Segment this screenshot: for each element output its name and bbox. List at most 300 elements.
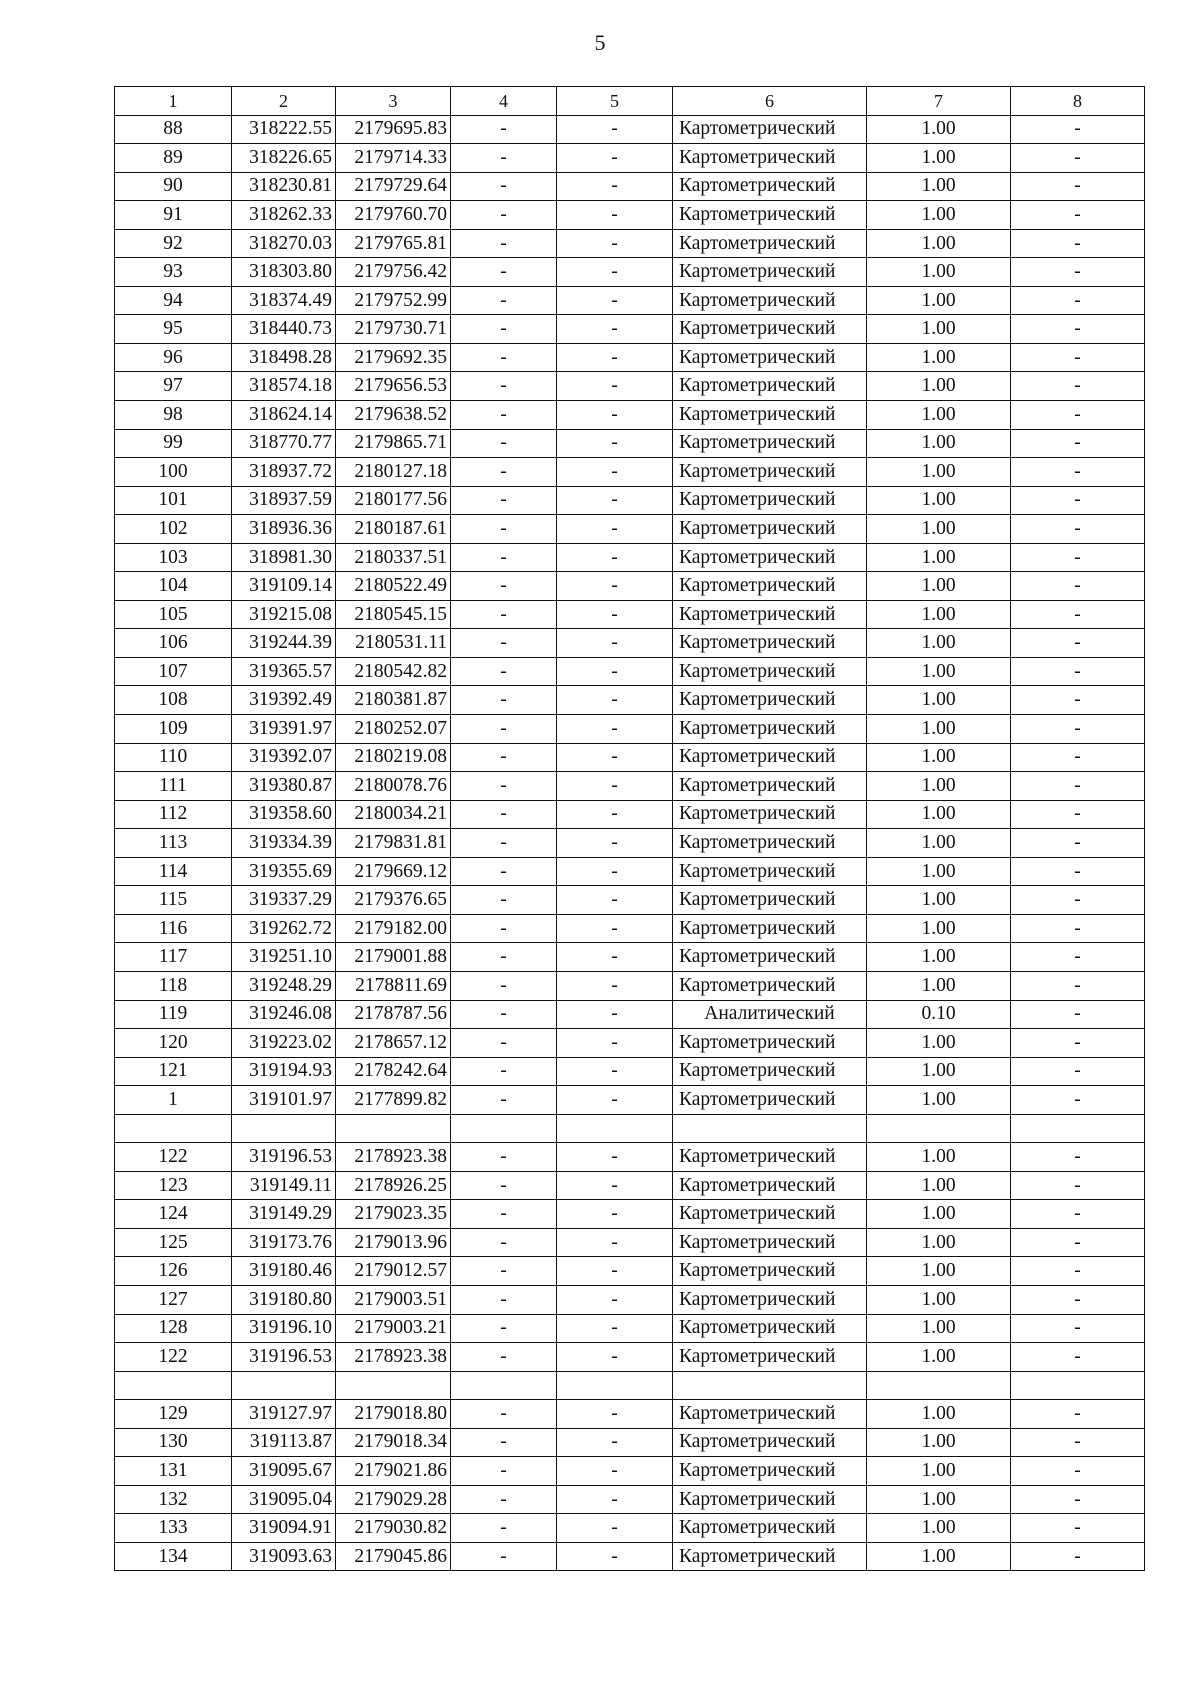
accuracy-cell: 1.00 — [867, 914, 1011, 943]
column-8-cell: - — [1011, 372, 1145, 401]
method-cell: Картометрический — [673, 1457, 867, 1486]
accuracy-cell: 1.00 — [867, 1171, 1011, 1200]
accuracy-cell: 1.00 — [867, 772, 1011, 801]
column-4-cell: - — [451, 1200, 557, 1229]
method-cell: Картометрический — [673, 943, 867, 972]
point-number-cell: 122 — [115, 1343, 232, 1372]
accuracy-cell: 1.00 — [867, 943, 1011, 972]
column-8-cell: - — [1011, 1485, 1145, 1514]
column-4-cell: - — [451, 372, 557, 401]
point-number-cell: 99 — [115, 429, 232, 458]
column-header: 7 — [867, 87, 1011, 116]
column-header: 6 — [673, 87, 867, 116]
accuracy-cell: 1.00 — [867, 572, 1011, 601]
x-coordinate-cell: 318270.03 — [232, 229, 336, 258]
accuracy-cell: 1.00 — [867, 115, 1011, 144]
column-4-cell: - — [451, 829, 557, 858]
x-coordinate-cell: 319337.29 — [232, 886, 336, 915]
y-coordinate-cell: 2180337.51 — [336, 543, 451, 572]
table-row — [115, 144, 1145, 173]
column-8-cell: - — [1011, 629, 1145, 658]
x-coordinate-cell: 319215.08 — [232, 600, 336, 629]
accuracy-cell: 1.00 — [867, 372, 1011, 401]
method-cell: Картометрический — [673, 572, 867, 601]
table-row — [115, 572, 1145, 601]
x-coordinate-cell: 318222.55 — [232, 115, 336, 144]
column-5-cell: - — [557, 886, 673, 915]
column-8-cell: - — [1011, 401, 1145, 430]
column-4-cell: - — [451, 229, 557, 258]
x-coordinate-cell: 319113.87 — [232, 1428, 336, 1457]
column-5-cell: - — [557, 772, 673, 801]
accuracy-cell: 1.00 — [867, 743, 1011, 772]
table-row — [115, 1171, 1145, 1200]
point-number-cell: 90 — [115, 172, 232, 201]
x-coordinate-cell: 319180.46 — [232, 1257, 336, 1286]
column-header: 5 — [557, 87, 673, 116]
column-4-cell: - — [451, 629, 557, 658]
column-5-cell: - — [557, 971, 673, 1000]
y-coordinate-cell: 2179018.80 — [336, 1400, 451, 1429]
method-cell: Картометрический — [673, 543, 867, 572]
column-8-cell: - — [1011, 543, 1145, 572]
table-row — [115, 229, 1145, 258]
table-row — [115, 743, 1145, 772]
table-row — [115, 686, 1145, 715]
point-number-cell: 100 — [115, 458, 232, 487]
column-5-cell: - — [557, 715, 673, 744]
x-coordinate-cell: 319380.87 — [232, 772, 336, 801]
table-row — [115, 1257, 1145, 1286]
point-number-cell: 113 — [115, 829, 232, 858]
column-8-cell: - — [1011, 1400, 1145, 1429]
accuracy-cell: 1.00 — [867, 343, 1011, 372]
page-number: 5 — [594, 30, 606, 55]
x-coordinate-cell — [232, 1114, 336, 1143]
point-number-cell: 108 — [115, 686, 232, 715]
column-5-cell: - — [557, 1285, 673, 1314]
x-coordinate-cell: 318230.81 — [232, 172, 336, 201]
point-number-cell — [115, 1114, 232, 1143]
x-coordinate-cell: 319196.10 — [232, 1314, 336, 1343]
point-number-cell: 115 — [115, 886, 232, 915]
method-cell: Картометрический — [673, 971, 867, 1000]
column-8-cell: - — [1011, 743, 1145, 772]
accuracy-cell: 1.00 — [867, 229, 1011, 258]
point-number-cell: 122 — [115, 1143, 232, 1172]
accuracy-cell: 1.00 — [867, 1029, 1011, 1058]
column-8-cell: - — [1011, 686, 1145, 715]
x-coordinate-cell: 318262.33 — [232, 201, 336, 230]
accuracy-cell: 1.00 — [867, 1485, 1011, 1514]
x-coordinate-cell: 319094.91 — [232, 1514, 336, 1543]
accuracy-cell: 1.00 — [867, 1143, 1011, 1172]
accuracy-cell: 1.00 — [867, 1200, 1011, 1229]
column-5-cell: - — [557, 1200, 673, 1229]
method-cell: Картометрический — [673, 743, 867, 772]
column-4-cell: - — [451, 1514, 557, 1543]
x-coordinate-cell: 319358.60 — [232, 800, 336, 829]
column-8-cell: - — [1011, 1257, 1145, 1286]
table-row — [115, 1200, 1145, 1229]
column-5-cell: - — [557, 144, 673, 173]
point-number-cell: 89 — [115, 144, 232, 173]
column-4-cell: - — [451, 600, 557, 629]
table-row — [115, 1457, 1145, 1486]
point-number-cell: 103 — [115, 543, 232, 572]
column-8-cell: - — [1011, 943, 1145, 972]
column-5-cell: - — [557, 1514, 673, 1543]
y-coordinate-cell: 2179656.53 — [336, 372, 451, 401]
point-number-cell: 123 — [115, 1171, 232, 1200]
y-coordinate-cell: 2180177.56 — [336, 486, 451, 515]
table-row — [115, 857, 1145, 886]
y-coordinate-cell: 2179045.86 — [336, 1542, 451, 1571]
column-8-cell: - — [1011, 600, 1145, 629]
column-8-cell: - — [1011, 144, 1145, 173]
method-cell: Картометрический — [673, 429, 867, 458]
column-header: 1 — [115, 87, 232, 116]
y-coordinate-cell: 2179669.12 — [336, 857, 451, 886]
column-5-cell: - — [557, 829, 673, 858]
x-coordinate-cell: 319095.67 — [232, 1457, 336, 1486]
column-8-cell: - — [1011, 486, 1145, 515]
point-number-cell: 119 — [115, 1000, 232, 1029]
column-8-cell: - — [1011, 829, 1145, 858]
column-4-cell: - — [451, 1542, 557, 1571]
table-row — [115, 343, 1145, 372]
x-coordinate-cell: 319127.97 — [232, 1400, 336, 1429]
method-cell: Картометрический — [673, 715, 867, 744]
column-5-cell: - — [557, 115, 673, 144]
y-coordinate-cell: 2179012.57 — [336, 1257, 451, 1286]
point-number-cell: 114 — [115, 857, 232, 886]
method-cell — [673, 1371, 867, 1400]
column-8-cell — [1011, 1371, 1145, 1400]
point-number-cell: 134 — [115, 1542, 232, 1571]
x-coordinate-cell: 319194.93 — [232, 1057, 336, 1086]
accuracy-cell: 1.00 — [867, 286, 1011, 315]
coordinates-table — [114, 86, 1145, 1571]
column-5-cell: - — [557, 686, 673, 715]
y-coordinate-cell: 2178657.12 — [336, 1029, 451, 1058]
accuracy-cell: 1.00 — [867, 144, 1011, 173]
point-number-cell: 121 — [115, 1057, 232, 1086]
method-cell: Картометрический — [673, 1228, 867, 1257]
point-number-cell: 128 — [115, 1314, 232, 1343]
column-5-cell: - — [557, 629, 673, 658]
table-row — [115, 1143, 1145, 1172]
column-5-cell: - — [557, 743, 673, 772]
column-4-cell: - — [451, 1485, 557, 1514]
point-number-cell: 126 — [115, 1257, 232, 1286]
column-8-cell: - — [1011, 1457, 1145, 1486]
y-coordinate-cell: 2178923.38 — [336, 1343, 451, 1372]
table-row — [115, 629, 1145, 658]
column-5-cell: - — [557, 600, 673, 629]
x-coordinate-cell: 319251.10 — [232, 943, 336, 972]
method-cell: Картометрический — [673, 1314, 867, 1343]
accuracy-cell: 0.10 — [867, 1000, 1011, 1029]
y-coordinate-cell: 2179865.71 — [336, 429, 451, 458]
table-row — [115, 115, 1145, 144]
point-number-cell: 131 — [115, 1457, 232, 1486]
point-number-cell: 104 — [115, 572, 232, 601]
y-coordinate-cell: 2178811.69 — [336, 971, 451, 1000]
method-cell: Картометрический — [673, 343, 867, 372]
accuracy-cell: 1.00 — [867, 971, 1011, 1000]
table-row — [115, 458, 1145, 487]
y-coordinate-cell: 2179760.70 — [336, 201, 451, 230]
column-4-cell: - — [451, 743, 557, 772]
x-coordinate-cell: 319334.39 — [232, 829, 336, 858]
column-8-cell: - — [1011, 229, 1145, 258]
y-coordinate-cell: 2179638.52 — [336, 401, 451, 430]
column-5-cell: - — [557, 1485, 673, 1514]
column-5-cell: - — [557, 401, 673, 430]
x-coordinate-cell: 319223.02 — [232, 1029, 336, 1058]
y-coordinate-cell: 2179695.83 — [336, 115, 451, 144]
y-coordinate-cell: 2179765.81 — [336, 229, 451, 258]
column-4-cell: - — [451, 943, 557, 972]
y-coordinate-cell: 2179029.28 — [336, 1485, 451, 1514]
accuracy-cell: 1.00 — [867, 543, 1011, 572]
x-coordinate-cell: 318498.28 — [232, 343, 336, 372]
x-coordinate-cell: 319365.57 — [232, 657, 336, 686]
y-coordinate-cell: 2179756.42 — [336, 258, 451, 287]
column-header: 2 — [232, 87, 336, 116]
accuracy-cell: 1.00 — [867, 886, 1011, 915]
accuracy-cell: 1.00 — [867, 1086, 1011, 1115]
point-number-cell: 96 — [115, 343, 232, 372]
table-row — [115, 1514, 1145, 1543]
method-cell: Картометрический — [673, 229, 867, 258]
column-header: 3 — [336, 87, 451, 116]
method-cell: Картометрический — [673, 144, 867, 173]
column-5-cell: - — [557, 343, 673, 372]
point-number-cell: 107 — [115, 657, 232, 686]
point-number-cell: 127 — [115, 1285, 232, 1314]
column-4-cell: - — [451, 886, 557, 915]
column-8-cell: - — [1011, 1000, 1145, 1029]
y-coordinate-cell: 2179376.65 — [336, 886, 451, 915]
column-4-cell: - — [451, 1029, 557, 1058]
point-number-cell: 129 — [115, 1400, 232, 1429]
column-5-cell: - — [557, 1343, 673, 1372]
column-5-cell: - — [557, 286, 673, 315]
point-number-cell: 124 — [115, 1200, 232, 1229]
accuracy-cell: 1.00 — [867, 458, 1011, 487]
x-coordinate-cell: 318574.18 — [232, 372, 336, 401]
x-coordinate-cell: 319196.53 — [232, 1343, 336, 1372]
column-8-cell: - — [1011, 1542, 1145, 1571]
x-coordinate-cell: 319196.53 — [232, 1143, 336, 1172]
column-8-cell: - — [1011, 657, 1145, 686]
x-coordinate-cell: 319149.29 — [232, 1200, 336, 1229]
accuracy-cell: 1.00 — [867, 657, 1011, 686]
table-row — [115, 1485, 1145, 1514]
column-8-cell: - — [1011, 1343, 1145, 1372]
column-4-cell: - — [451, 429, 557, 458]
accuracy-cell: 1.00 — [867, 686, 1011, 715]
x-coordinate-cell: 318303.80 — [232, 258, 336, 287]
y-coordinate-cell — [336, 1371, 451, 1400]
x-coordinate-cell: 319173.76 — [232, 1228, 336, 1257]
x-coordinate-cell: 318937.72 — [232, 458, 336, 487]
column-4-cell: - — [451, 1171, 557, 1200]
column-8-cell: - — [1011, 1143, 1145, 1172]
method-cell: Картометрический — [673, 515, 867, 544]
table-row — [115, 1314, 1145, 1343]
column-8-cell: - — [1011, 857, 1145, 886]
y-coordinate-cell: 2179013.96 — [336, 1228, 451, 1257]
y-coordinate-cell: 2179729.64 — [336, 172, 451, 201]
column-4-cell: - — [451, 1343, 557, 1372]
accuracy-cell: 1.00 — [867, 857, 1011, 886]
column-8-cell: - — [1011, 515, 1145, 544]
column-5-cell: - — [557, 1542, 673, 1571]
point-number-cell: 97 — [115, 372, 232, 401]
table-row — [115, 1086, 1145, 1115]
method-cell: Картометрический — [673, 315, 867, 344]
method-cell: Картометрический — [673, 201, 867, 230]
column-8-cell: - — [1011, 886, 1145, 915]
point-number-cell: 117 — [115, 943, 232, 972]
column-5-cell: - — [557, 486, 673, 515]
x-coordinate-cell: 319244.39 — [232, 629, 336, 658]
column-4-cell: - — [451, 1086, 557, 1115]
table-row — [115, 372, 1145, 401]
column-8-cell: - — [1011, 1428, 1145, 1457]
column-5-cell: - — [557, 1057, 673, 1086]
table-row — [115, 772, 1145, 801]
point-number-cell: 125 — [115, 1228, 232, 1257]
table-row — [115, 1000, 1145, 1029]
accuracy-cell: 1.00 — [867, 600, 1011, 629]
method-cell: Картометрический — [673, 372, 867, 401]
column-5-cell: - — [557, 372, 673, 401]
y-coordinate-cell: 2179003.21 — [336, 1314, 451, 1343]
table-row — [115, 1343, 1145, 1372]
y-coordinate-cell: 2179714.33 — [336, 144, 451, 173]
column-8-cell: - — [1011, 971, 1145, 1000]
column-4-cell — [451, 1371, 557, 1400]
y-coordinate-cell: 2179730.71 — [336, 315, 451, 344]
table-row — [115, 914, 1145, 943]
method-cell: Картометрический — [673, 600, 867, 629]
method-cell: Картометрический — [673, 857, 867, 886]
column-4-cell: - — [451, 1057, 557, 1086]
accuracy-cell: 1.00 — [867, 1457, 1011, 1486]
x-coordinate-cell: 318981.30 — [232, 543, 336, 572]
method-cell: Картометрический — [673, 1200, 867, 1229]
y-coordinate-cell: 2180034.21 — [336, 800, 451, 829]
column-8-cell: - — [1011, 1285, 1145, 1314]
accuracy-cell: 1.00 — [867, 1314, 1011, 1343]
point-number-cell: 106 — [115, 629, 232, 658]
column-8-cell: - — [1011, 1086, 1145, 1115]
method-cell: Картометрический — [673, 1086, 867, 1115]
method-cell: Картометрический — [673, 115, 867, 144]
x-coordinate-cell: 319355.69 — [232, 857, 336, 886]
column-8-cell — [1011, 1114, 1145, 1143]
column-8-cell: - — [1011, 1057, 1145, 1086]
table-row — [115, 1542, 1145, 1571]
column-4-cell: - — [451, 1228, 557, 1257]
y-coordinate-cell: 2179021.86 — [336, 1457, 451, 1486]
method-cell: Картометрический — [673, 1285, 867, 1314]
column-4-cell: - — [451, 172, 557, 201]
column-5-cell — [557, 1371, 673, 1400]
column-5-cell: - — [557, 1400, 673, 1429]
column-5-cell: - — [557, 1257, 673, 1286]
column-4-cell: - — [451, 201, 557, 230]
y-coordinate-cell: 2179018.34 — [336, 1428, 451, 1457]
column-5-cell: - — [557, 258, 673, 287]
column-5-cell: - — [557, 1228, 673, 1257]
column-4-cell: - — [451, 657, 557, 686]
x-coordinate-cell: 319109.14 — [232, 572, 336, 601]
column-5-cell: - — [557, 857, 673, 886]
table-row — [115, 286, 1145, 315]
column-4-cell: - — [451, 1143, 557, 1172]
column-5-cell: - — [557, 943, 673, 972]
x-coordinate-cell: 319392.07 — [232, 743, 336, 772]
y-coordinate-cell: 2179023.35 — [336, 1200, 451, 1229]
column-4-cell: - — [451, 486, 557, 515]
column-5-cell: - — [557, 515, 673, 544]
table-row — [115, 971, 1145, 1000]
column-8-cell: - — [1011, 772, 1145, 801]
table-row — [115, 543, 1145, 572]
column-8-cell: - — [1011, 458, 1145, 487]
method-cell: Картометрический — [673, 886, 867, 915]
x-coordinate-cell: 318624.14 — [232, 401, 336, 430]
method-cell: Картометрический — [673, 829, 867, 858]
accuracy-cell: 1.00 — [867, 629, 1011, 658]
table-row — [115, 201, 1145, 230]
point-number-cell: 94 — [115, 286, 232, 315]
table-row — [115, 1057, 1145, 1086]
y-coordinate-cell: 2180127.18 — [336, 458, 451, 487]
column-5-cell: - — [557, 201, 673, 230]
table-row — [115, 515, 1145, 544]
y-coordinate-cell: 2180542.82 — [336, 657, 451, 686]
method-cell: Картометрический — [673, 657, 867, 686]
y-coordinate-cell: 2180381.87 — [336, 686, 451, 715]
table-row — [115, 1228, 1145, 1257]
column-5-cell: - — [557, 1428, 673, 1457]
column-8-cell: - — [1011, 800, 1145, 829]
x-coordinate-cell: 319101.97 — [232, 1086, 336, 1115]
method-cell: Картометрический — [673, 286, 867, 315]
y-coordinate-cell: 2180522.49 — [336, 572, 451, 601]
point-number-cell: 1 — [115, 1086, 232, 1115]
column-4-cell: - — [451, 1257, 557, 1286]
column-8-cell: - — [1011, 1029, 1145, 1058]
accuracy-cell: 1.00 — [867, 172, 1011, 201]
method-cell: Картометрический — [673, 1171, 867, 1200]
column-8-cell: - — [1011, 715, 1145, 744]
point-number-cell: 93 — [115, 258, 232, 287]
y-coordinate-cell: 2180531.11 — [336, 629, 451, 658]
y-coordinate-cell: 2179182.00 — [336, 914, 451, 943]
column-8-cell: - — [1011, 172, 1145, 201]
column-4-cell: - — [451, 772, 557, 801]
method-cell: Картометрический — [673, 1428, 867, 1457]
point-number-cell: 133 — [115, 1514, 232, 1543]
column-8-cell: - — [1011, 914, 1145, 943]
